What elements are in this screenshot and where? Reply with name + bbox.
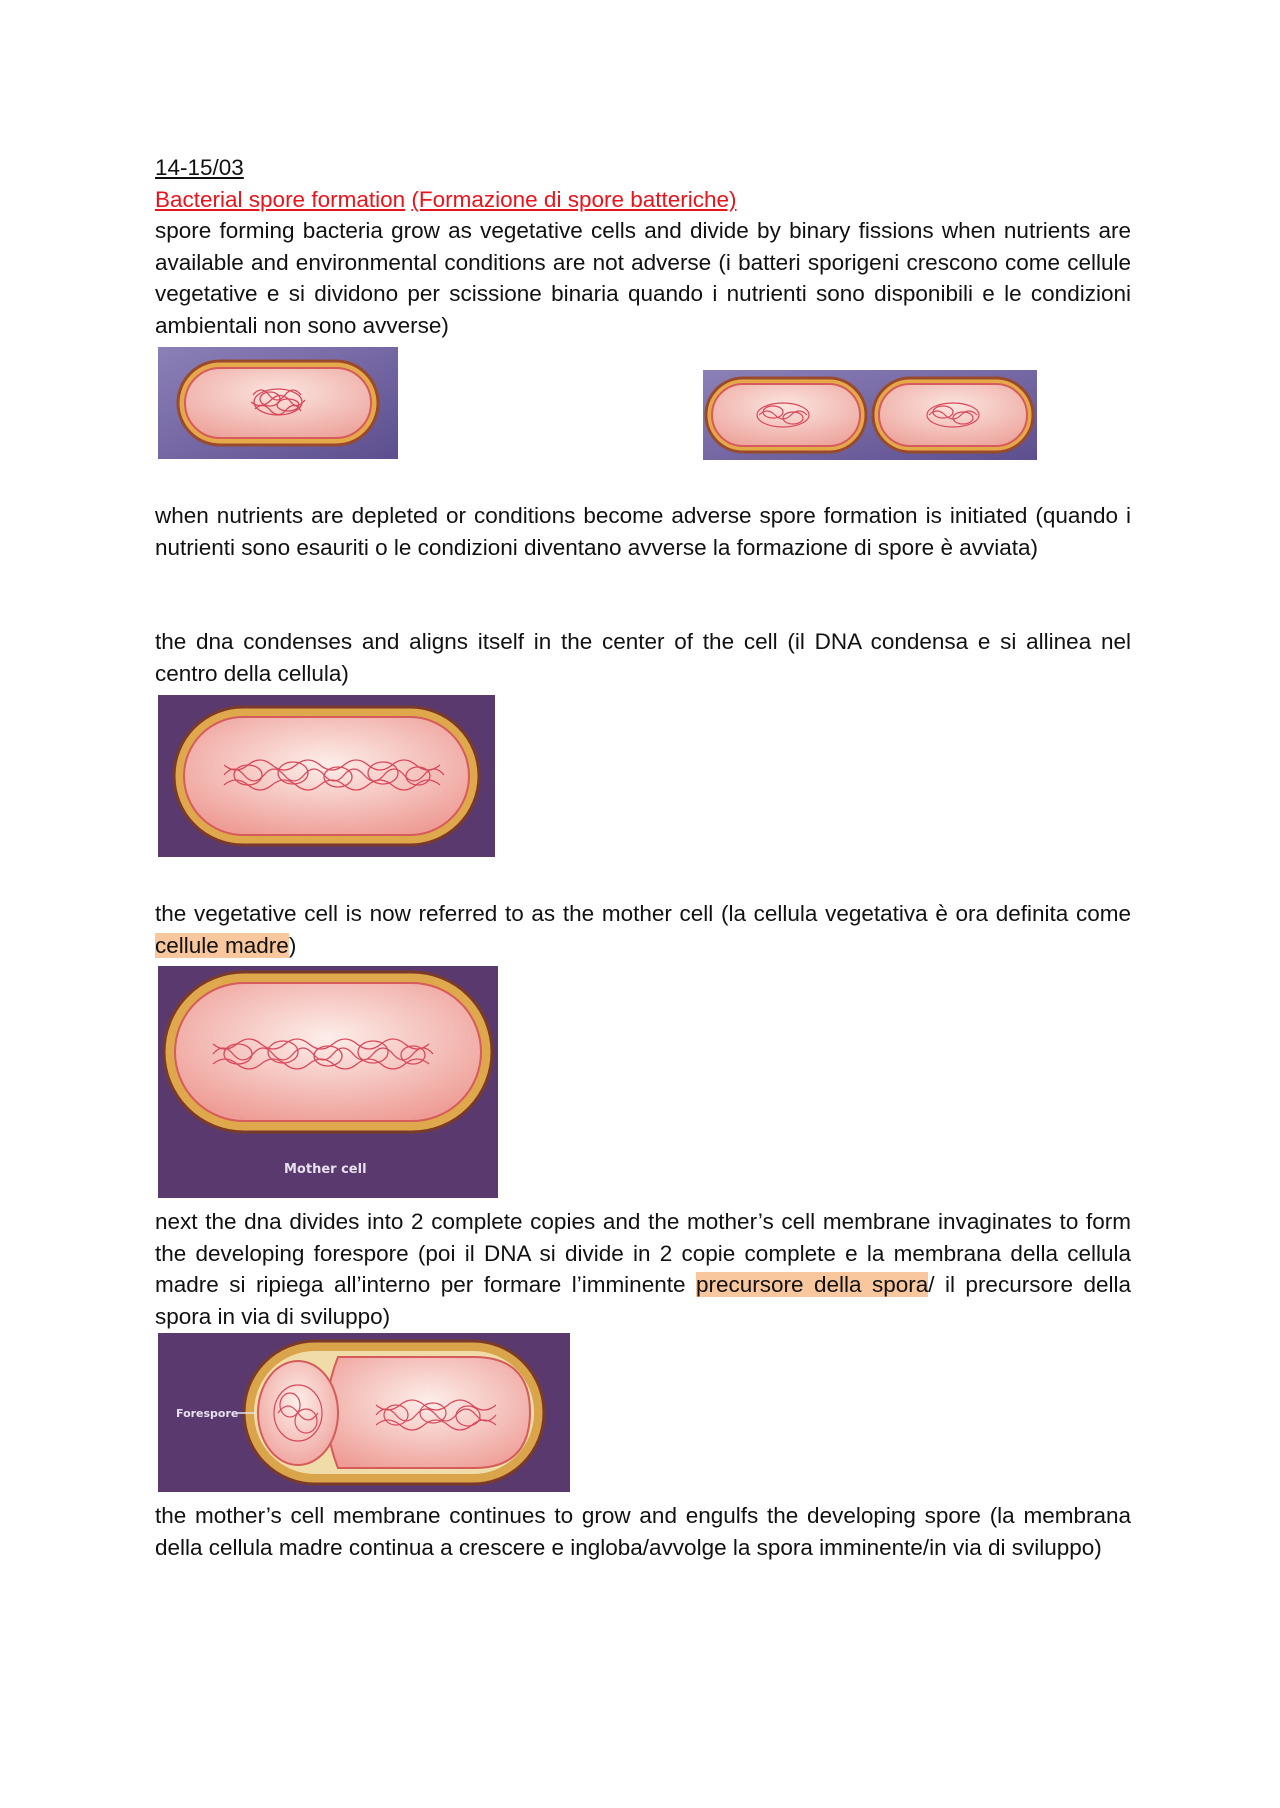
date-heading: 14-15/03 [155, 155, 244, 180]
figure-forespore [158, 1333, 570, 1492]
paragraph-mother-cell-text: the vegetative cell is now referred to as the mother cell (la cellula vegetativa è ora definita come [155, 901, 1131, 926]
paragraph-mother-cell [155, 898, 1131, 961]
title-english: Bacterial spore formation [155, 187, 406, 212]
paragraph-mother-cell-end: ) [288, 932, 297, 958]
section-title [155, 184, 1131, 216]
paragraph-forespore-end: / il precursore della spora in via di sviluppo) [155, 1272, 1131, 1329]
paragraph-forespore [155, 1206, 1131, 1332]
paragraph-dna-condenses: the dna condenses and aligns itself in the center of the cell (il DNA condensa e si allinea nel centro della cellula) [155, 629, 1131, 686]
mother-cell-label: Mother cell [284, 1162, 367, 1177]
highlight-precursore: precursore della spora [695, 1272, 929, 1297]
paragraph-forespore-text: next the dna divides into 2 complete copies and the mother’s cell membrane invaginates to form the developing forespore (poi il DNA si divide in 2 copie complete e la membrana della cellula madre si ripiega all’interno per formare l’imminente [155, 1209, 1131, 1297]
forespore-label: Forespore [176, 1407, 239, 1420]
paragraph-vegetative-growth: spore forming bacteria grow as vegetative cells and divide by binary fissions when nutrients are available and environmental conditions are not adverse (i batteri sporigeni crescono come cellule vegetative e si dividono per scissione binaria quando i nutrienti sono disponibili e le condizioni ambientali non sono avverse) [155, 218, 1131, 338]
figure-dna-condensed [158, 695, 495, 857]
paragraph-initiation: when nutrients are depleted or conditions become adverse spore formation is initiated (quando i nutrienti sono esauriti o le condizioni diventano avverse la formazione di spore è avviata) [155, 503, 1131, 560]
figure-mother-cell [158, 966, 498, 1198]
title-italian: (Formazione di spore batteriche) [411, 187, 737, 212]
figure-binary-fission [703, 370, 1037, 460]
figure-vegetative-cell [158, 347, 398, 459]
paragraph-engulfment: the mother’s cell membrane continues to grow and engulfs the developing spore (la membrana della cellula madre continua a crescere e ingloba/avvolge la spora imminente/in via di sviluppo) [155, 1503, 1131, 1560]
highlight-cellule-madre: cellule madre [155, 932, 289, 958]
